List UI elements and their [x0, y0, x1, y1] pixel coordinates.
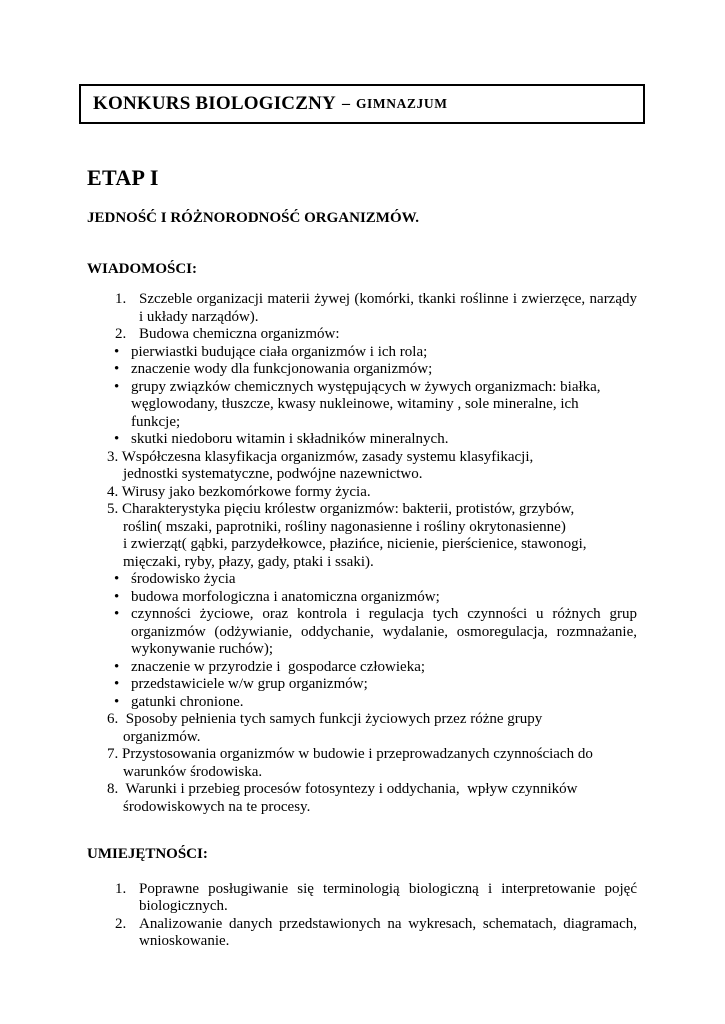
bullet-icon: •	[114, 676, 120, 692]
item-line: środowisko życia	[131, 571, 236, 587]
item-line: jednostki systematyczne, podwójne nazewnictwo.	[123, 466, 423, 482]
document-title-box	[79, 84, 645, 124]
document-title-subtitle: GIMNAZJUM	[355, 96, 448, 111]
item-line: budowa morfologiczna i anatomiczna organizmów;	[131, 588, 440, 605]
bullet-icon: •	[114, 571, 120, 587]
item-line: 7. Przystosowania organizmów w budowie i przeprowadzanych czynnościach do	[107, 746, 593, 762]
list-item	[87, 676, 637, 694]
list-item	[87, 431, 637, 449]
item-number: 1.	[115, 880, 127, 897]
item-line: funkcje;	[131, 413, 181, 430]
item-line: znaczenie w przyrodzie i gospodarce człowieka;	[131, 658, 426, 675]
item-line: warunków środowiska.	[123, 763, 263, 780]
item-line: 3. Współczesna klasyfikacja organizmów, zasady systemu klasyfikacji,	[107, 448, 534, 465]
item-line: znaczenie wody dla funkcjonowania organizmów;	[131, 361, 433, 377]
item-line: węglowodany, tłuszcze, kwasy nukleinowe, witaminy , sole mineralne, ich	[131, 396, 579, 412]
list-item	[87, 694, 637, 712]
item-number: 1.	[115, 291, 127, 307]
document-title: KONKURS BIOLOGICZNY	[93, 93, 336, 114]
item-number: 2.	[115, 915, 127, 932]
bullet-icon: •	[114, 588, 120, 605]
page-content	[87, 0, 637, 951]
item-line: i zwierząt( gąbki, parzydełkowce, płazińce, nicienie, pierścienice, stawonogi,	[123, 536, 587, 552]
item-line: Szczeble organizacji materii żywej (komórki, tkanki roślinne i zwierzęce, narządy	[139, 291, 637, 307]
title-dash: –	[341, 95, 350, 112]
item-line: pierwiastki budujące ciała organizmów i ich rola;	[131, 343, 428, 360]
item-line: 4. Wirusy jako bezkomórkowe formy życia.	[107, 483, 371, 500]
item-line: wykonywanie ruchów);	[131, 641, 274, 657]
item-line: Analizowanie danych przedstawionych na wykresach, schematach, diagramach,	[139, 915, 637, 932]
bullet-icon: •	[114, 431, 120, 447]
list-item	[87, 484, 637, 502]
item-line: i układy narządów).	[139, 308, 259, 325]
item-line: skutki niedoboru witamin i składników mineralnych.	[131, 431, 449, 447]
item-line: czynności życiowe, oraz kontrola i regulacja tych czynności u różnych grup	[131, 606, 637, 622]
item-line: Budowa chemiczna organizmów:	[139, 326, 340, 342]
list-item	[87, 379, 637, 432]
bullet-icon: •	[114, 693, 120, 710]
bullet-icon: •	[114, 658, 120, 675]
list-item	[87, 659, 637, 677]
umiejetnosci-list	[87, 881, 637, 951]
bullet-icon: •	[114, 378, 120, 395]
list-item	[87, 746, 637, 781]
umiejetnosci-heading: UMIEJĘTNOŚCI:	[87, 846, 208, 862]
list-item	[87, 711, 637, 746]
item-line: biologicznych.	[139, 898, 228, 914]
item-number: 2.	[115, 326, 127, 342]
bullet-icon: •	[114, 606, 120, 622]
bullet-icon: •	[114, 361, 120, 377]
list-item	[87, 501, 637, 571]
item-line: grupy związków chemicznych występujących w żywych organizmach: białka,	[131, 378, 601, 395]
item-line: 5. Charakterystyka pięciu królestw organizmów: bakterii, protistów, grzybów,	[107, 501, 575, 517]
bullet-icon: •	[114, 343, 120, 360]
list-item	[87, 881, 637, 916]
item-line: organizmów (odżywianie, oddychanie, wydalanie, osmoregulacja, rozmnażanie,	[131, 623, 637, 640]
list-item	[87, 589, 637, 607]
item-line: 6. Sposoby pełnienia tych samych funkcji życiowych przez różne grupy	[107, 711, 543, 727]
item-line: mięczaki, ryby, płazy, gady, ptaki i ssaki).	[123, 553, 374, 570]
list-item	[87, 606, 637, 659]
item-line: organizmów.	[123, 728, 201, 745]
list-item	[87, 344, 637, 362]
list-item	[87, 571, 637, 589]
item-line: Poprawne posługiwanie się terminologią biologiczną i interpretowanie pojęć	[139, 880, 637, 897]
list-item	[87, 326, 637, 344]
list-item	[87, 781, 637, 816]
subject-heading: JEDNOŚĆ I RÓŻNORODNOŚĆ ORGANIZMÓW.	[87, 210, 419, 226]
wiadomosci-list	[87, 291, 637, 816]
item-line: środowiskowych na te procesy.	[123, 798, 311, 815]
list-item	[87, 291, 637, 326]
list-item	[87, 916, 637, 951]
item-line: roślin( mszaki, paprotniki, rośliny nagonasienne i rośliny okrytonasienne)	[123, 518, 566, 535]
item-line: wnioskowanie.	[139, 933, 230, 949]
item-line: przedstawiciele w/w grup organizmów;	[131, 676, 368, 692]
item-line: 8. Warunki i przebieg procesów fotosyntezy i oddychania, wpływ czynników	[107, 781, 578, 797]
stage-heading: ETAP I	[87, 165, 159, 190]
list-item	[87, 449, 637, 484]
wiadomosci-heading: WIADOMOŚCI:	[87, 260, 198, 277]
list-item	[87, 361, 637, 379]
item-line: gatunki chronione.	[131, 693, 244, 710]
